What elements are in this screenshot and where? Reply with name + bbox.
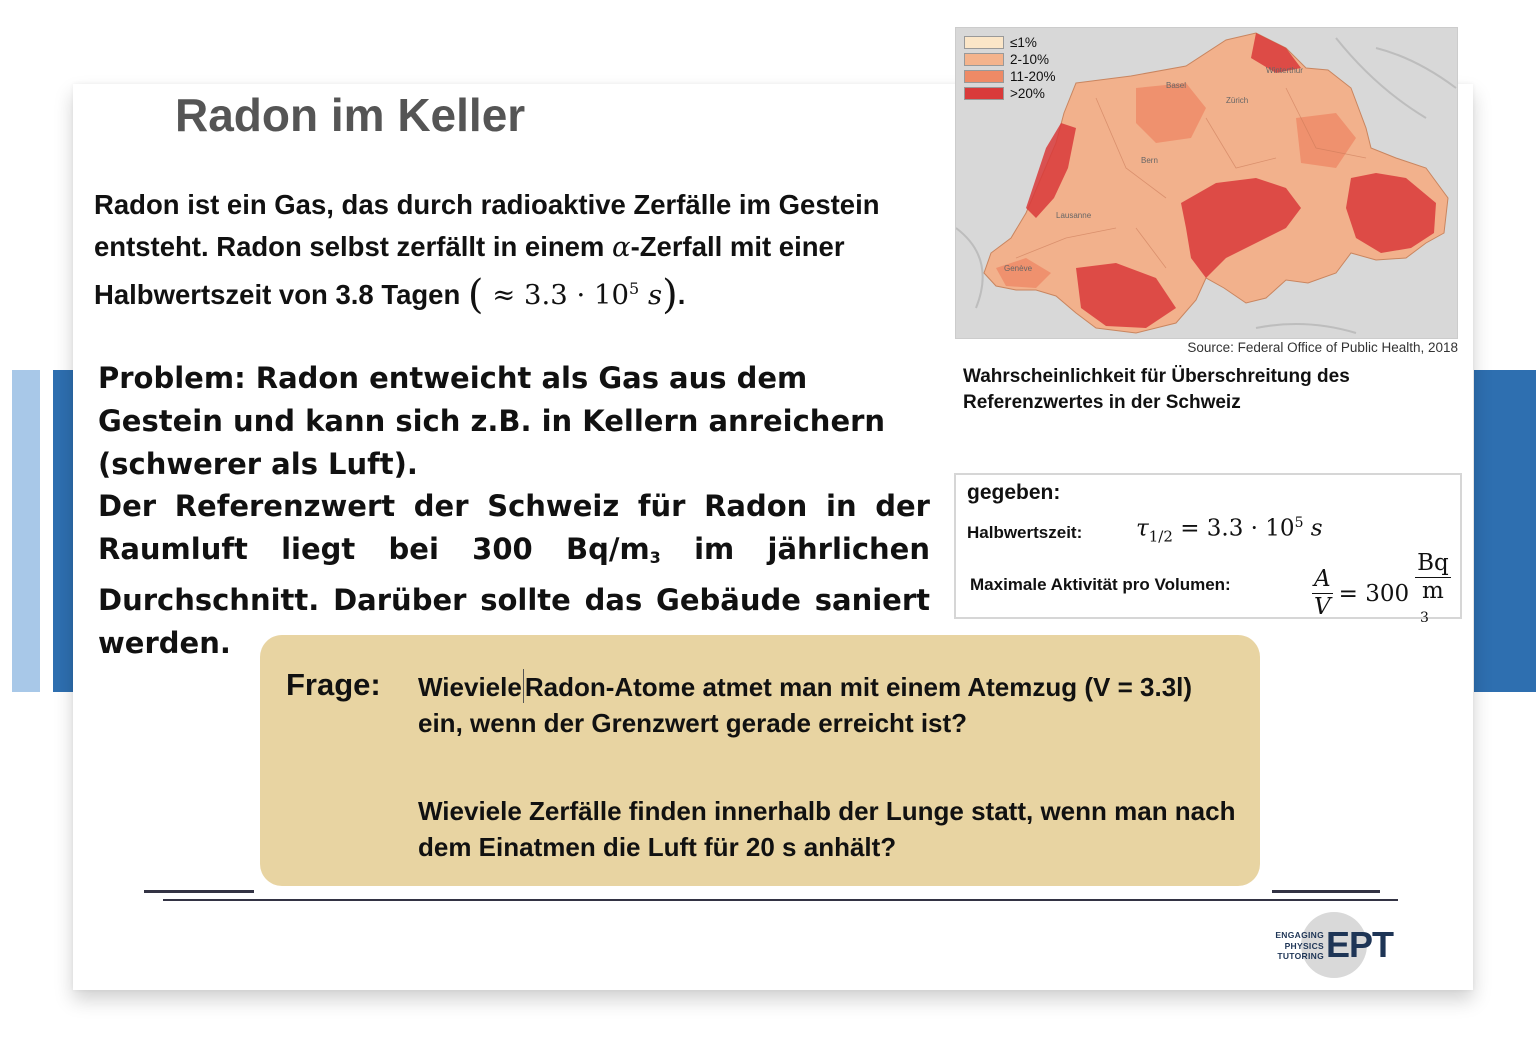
given-title: gegeben: [967,481,1061,504]
svg-text:Genève: Genève [1004,264,1033,273]
logo-mark: EPT [1326,924,1394,965]
map-legend [964,34,1056,102]
left-accent-band-dark [53,370,75,692]
legend-item: 2-10% [964,51,1056,68]
activity-fraction: $\frac{A}{V}$ [1314,566,1331,621]
svg-text:Zürich: Zürich [1226,96,1249,105]
question-2: Wieviele Zerfälle finden innerhalb der Lunge statt, wenn man nach dem Einatmen die Luft für 20 s anhält? [418,796,1236,862]
text-cursor [523,669,524,703]
intro-text-2: -Zerfall mit einer Halbwertszeit von 3.8 Tagen [94,231,845,311]
logo-tagline: ENGAGING PHYSICS TUTORING [1275,930,1324,961]
legend-swatch [964,87,1004,100]
divider-short-right [1272,890,1380,893]
halflife-value: $\tau_{1/2} = 3.3 \cdot 10^5$ s [1136,515,1323,546]
question-1: Wieviele Radon-Atome atmet man mit einem Atemzug (V = 3.3l) ein, wenn der Grenzwert gerade erreicht ist? [418,669,1238,741]
left-accent-band-light [12,370,40,692]
activity-value: $\frac{A}{V}$ = 300 Bq m $^3$ [1306,550,1457,638]
svg-text:Winterthur: Winterthur [1266,66,1303,75]
given-box [954,473,1462,626]
question-box [260,635,1260,886]
legend-item: 11-20% [964,68,1056,85]
switzerland-radon-map [955,27,1458,339]
activity-label: Maximale Aktivität pro Volumen: [970,575,1231,594]
slide-title: Radon im Keller [175,89,526,141]
legend-swatch [964,36,1004,49]
divider-long [163,899,1398,901]
halflife-label: Halbwertszeit: [967,523,1083,542]
svg-text:Lausanne: Lausanne [1056,211,1092,220]
ept-logo [1268,910,1398,980]
legend-swatch [964,53,1004,66]
problem-paragraph: Problem: Radon entweicht als Gas aus dem Gestein und kann sich z.B. in Kellern anreichern (schwerer als Luft). [98,361,886,481]
alpha-symbol: α [612,231,631,263]
activity-unit-fraction: Bq m $^3$ [1417,550,1449,626]
legend-item: ≤1% [964,34,1056,51]
halflife-formula: ( ≈ $3.3 \cdot 10^5$ s) [467,272,678,319]
legend-swatch [964,70,1004,83]
intro-paragraph: Radon ist ein Gas, das durch radioaktive Zerfälle im Gestein entsteht. Radon selbst zerfällt in einem α-Zerfall mit einer Halbwertszeit von 3.8 Tagen ( ≈ $3.3 \cdot 10^5$ s). [94,189,880,319]
intro-text: Radon ist ein Gas, das durch radioaktive Zerfälle im Gestein entsteht. Radon selbst zerfällt in einem [94,189,880,262]
reference-paragraph: Der Referenzwert der Schweiz für Radon in der Raumluft liegt bei 300 Bq/m3 im jährlichen Durchschnitt. Darüber sollte das Gebäude saniert werden. [98,489,930,660]
map-caption: Wahrscheinlichkeit für Überschreitung des Referenzwertes in der Schweiz [963,366,1350,413]
question-label: Frage: [286,667,381,702]
legend-item: >20% [964,85,1056,102]
svg-text:Bern: Bern [1141,156,1158,165]
right-accent-band [1474,370,1536,692]
svg-text:Basel: Basel [1166,81,1187,90]
divider-short-left [144,890,254,893]
map-source: Source: Federal Office of Public Health, 2018 [1187,340,1458,355]
